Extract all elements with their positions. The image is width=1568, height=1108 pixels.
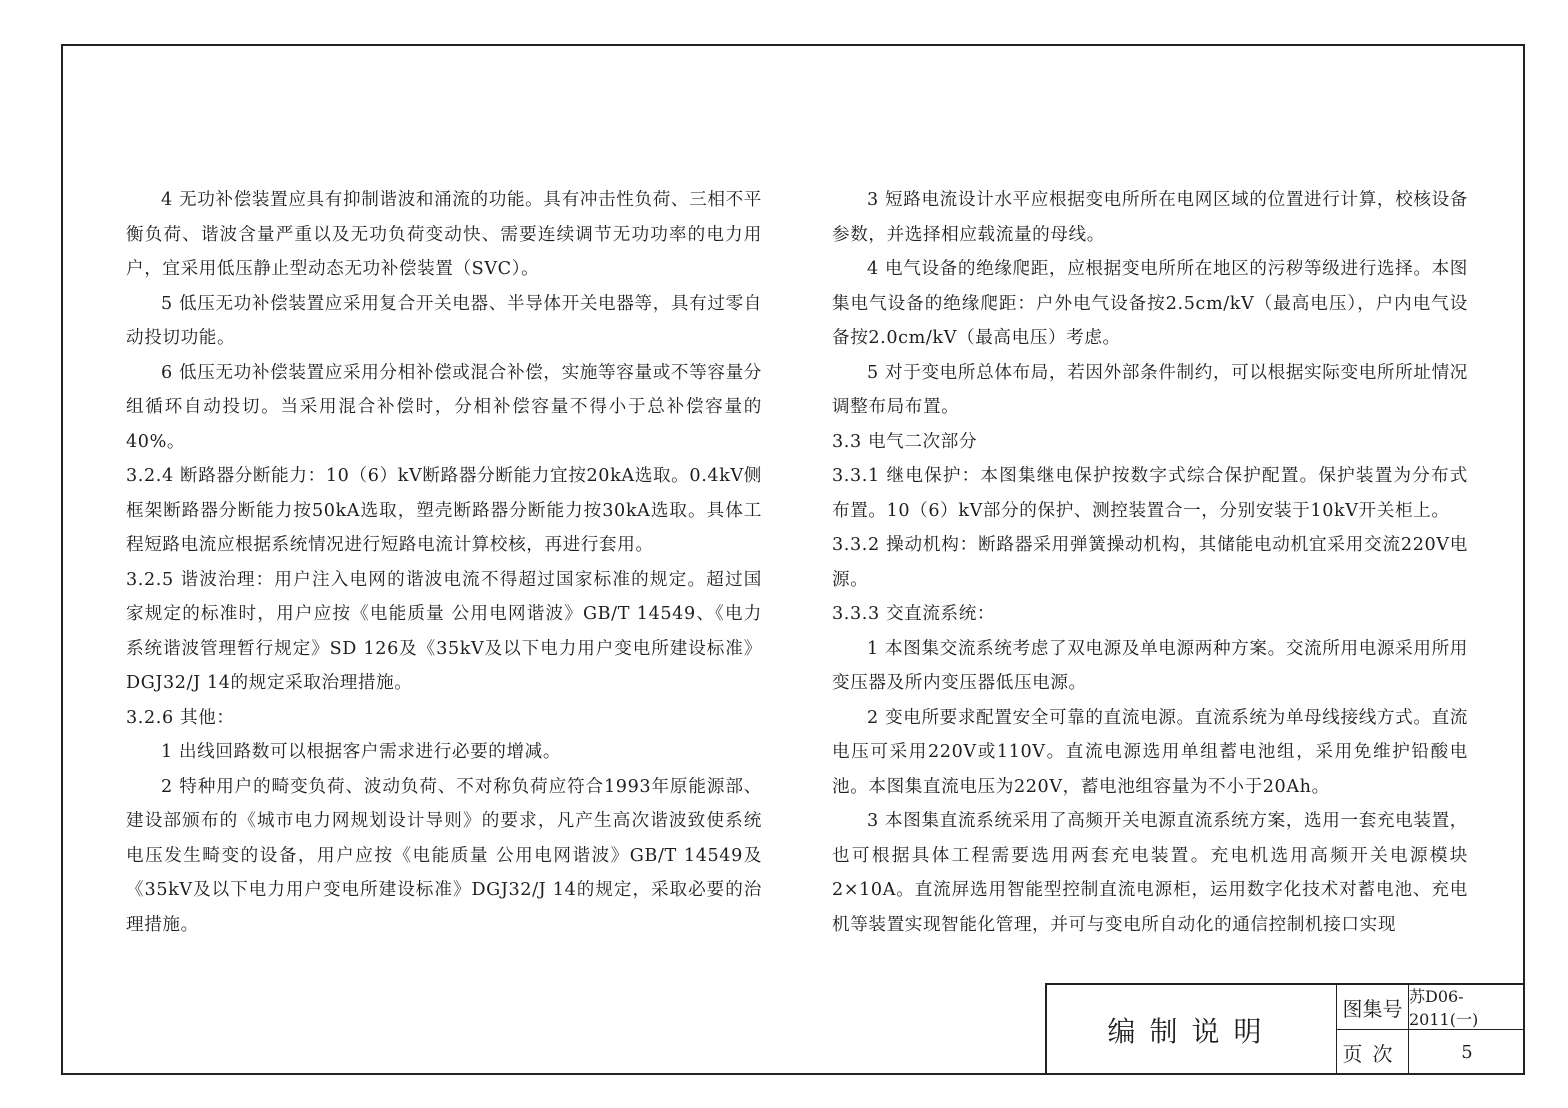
heading-3-2-6-other: 3.2.6 其他：: [126, 707, 235, 728]
heading-3-3-3-ac-dc-system: 3.3.3 交直流系统：: [832, 604, 996, 624]
paragraph-ac-dc-3: 3 本图集直流系统采用了高频开关电源直流系统方案，选用一套充电装置，也可根据具体工程需要选用两套充电装置。充电机选用高频开关电源模块2×10A。直流屏选用智能型控制直流电源柜，运用数字化技术对蓄电池、充电机等装置实现智能化管理，并可与变电所自动化的通信控制机接口实现: [832, 811, 1468, 935]
page-number-value: 5: [1461, 1042, 1473, 1063]
paragraph-insulation-creepage-4: 4 电气设备的绝缘爬距，应根据变电所所在地区的污秽等级进行选择。本图集电气设备的绝缘爬距：户外电气设备按2.5cm/kV（最高电压），户内电气设备按2.0cm/kV（最高电压）考虑。: [832, 259, 1468, 348]
heading-3-3-secondary: 3.3 电气二次部分: [832, 431, 978, 452]
paragraph-ac-dc-1: 1 本图集交流系统考虑了双电源及单电源两种方案。交流所用电源采用所用变压器及所内变压器低压电源。: [832, 638, 1468, 693]
title-block-title: 编制说明: [1047, 985, 1337, 1075]
paragraph-short-circuit-3: 3 短路电流设计水平应根据变电所所在电网区域的位置进行计算，校核设备参数，并选择相应载流量的母线。: [832, 190, 1468, 245]
paragraph-3-2-4-breaker-capacity: 3.2.4 断路器分断能力：10（6）kV断路器分断能力宜按20kA选取。0.4kV侧框架断路器分断能力按50kA选取，塑壳断路器分断能力按30kA选取。具体工程短路电流应根据系统情况进行短路电流计算校核，再进行套用。: [126, 466, 762, 555]
atlas-number-value: 苏D06-2011(一): [1409, 985, 1525, 1030]
paragraph-other-1: 1 出线回路数可以根据客户需求进行必要的增减。: [161, 742, 562, 762]
paragraph-3-3-2-operating-mechanism: 3.3.2 操动机构：断路器采用弹簧操动机构，其储能电动机宜采用交流220V电源。: [832, 535, 1468, 590]
paragraph-3-3-1-relay-protection: 3.3.1 继电保护：本图集继电保护按数字式综合保护配置。保护装置为分布式布置。10（6）kV部分的保护、测控装置合一，分别安装于10kV开关柜上。: [832, 466, 1468, 521]
title-block: [1045, 983, 1525, 1075]
paragraph-reactive-compensation-6: 6 低压无功补偿装置应采用分相补偿或混合补偿，实施等容量或不等容量分组循环自动投切。当采用混合补偿时，分相补偿容量不得小于总补偿容量的40%。: [126, 362, 762, 452]
page-number-label: 页次: [1337, 1030, 1409, 1075]
left-text-column: [126, 183, 762, 942]
paragraph-reactive-compensation-5: 5 低压无功补偿装置应采用复合开关电器、半导体开关电器等，具有过零自动投切功能。: [126, 293, 762, 348]
paragraph-other-2: 2 特种用户的畸变负荷、波动负荷、不对称负荷应符合1993年原能源部、建设部颁布的《城市电力网规划设计导则》的要求，凡产生高次谐波致使系统电压发生畸变的设备，用户应按《电能质量 公用电网谐波》GB/T 14549及《35kV及以下电力用户变电所建设标准》DGJ32/J 14的规定，采取必要的治理措施。: [126, 776, 762, 935]
paragraph-ac-dc-2: 2 变电所要求配置安全可靠的直流电源。直流系统为单母线接线方式。直流电压可采用220V或110V。直流电源选用单组蓄电池组，采用免维护铅酸电池。本图集直流电压为220V，蓄电池组容量为不小于20Ah。: [832, 707, 1468, 797]
right-text-column: [832, 183, 1468, 942]
paragraph-3-2-5-harmonic-control: 3.2.5 谐波治理：用户注入电网的谐波电流不得超过国家标准的规定。超过国家规定的标准时，用户应按《电能质量 公用电网谐波》GB/T 14549、《电力系统谐波管理暂行规定》SD 126及《35kV及以下电力用户变电所建设标准》DGJ32/J 14的规定采取治理措施。: [126, 569, 762, 693]
paragraph-reactive-compensation-4: 4 无功补偿装置应具有抑制谐波和涌流的功能。具有冲击性负荷、三相不平衡负荷、谐波含量严重以及无功负荷变动快、需要连续调节无功功率的电力用户，宜采用低压静止型动态无功补偿装置（SVC）。: [126, 190, 762, 279]
paragraph-layout-5: 5 对于变电所总体布局，若因外部条件制约，可以根据实际变电所所址情况调整布局布置。: [832, 362, 1468, 417]
atlas-number-label: 图集号: [1337, 985, 1409, 1030]
